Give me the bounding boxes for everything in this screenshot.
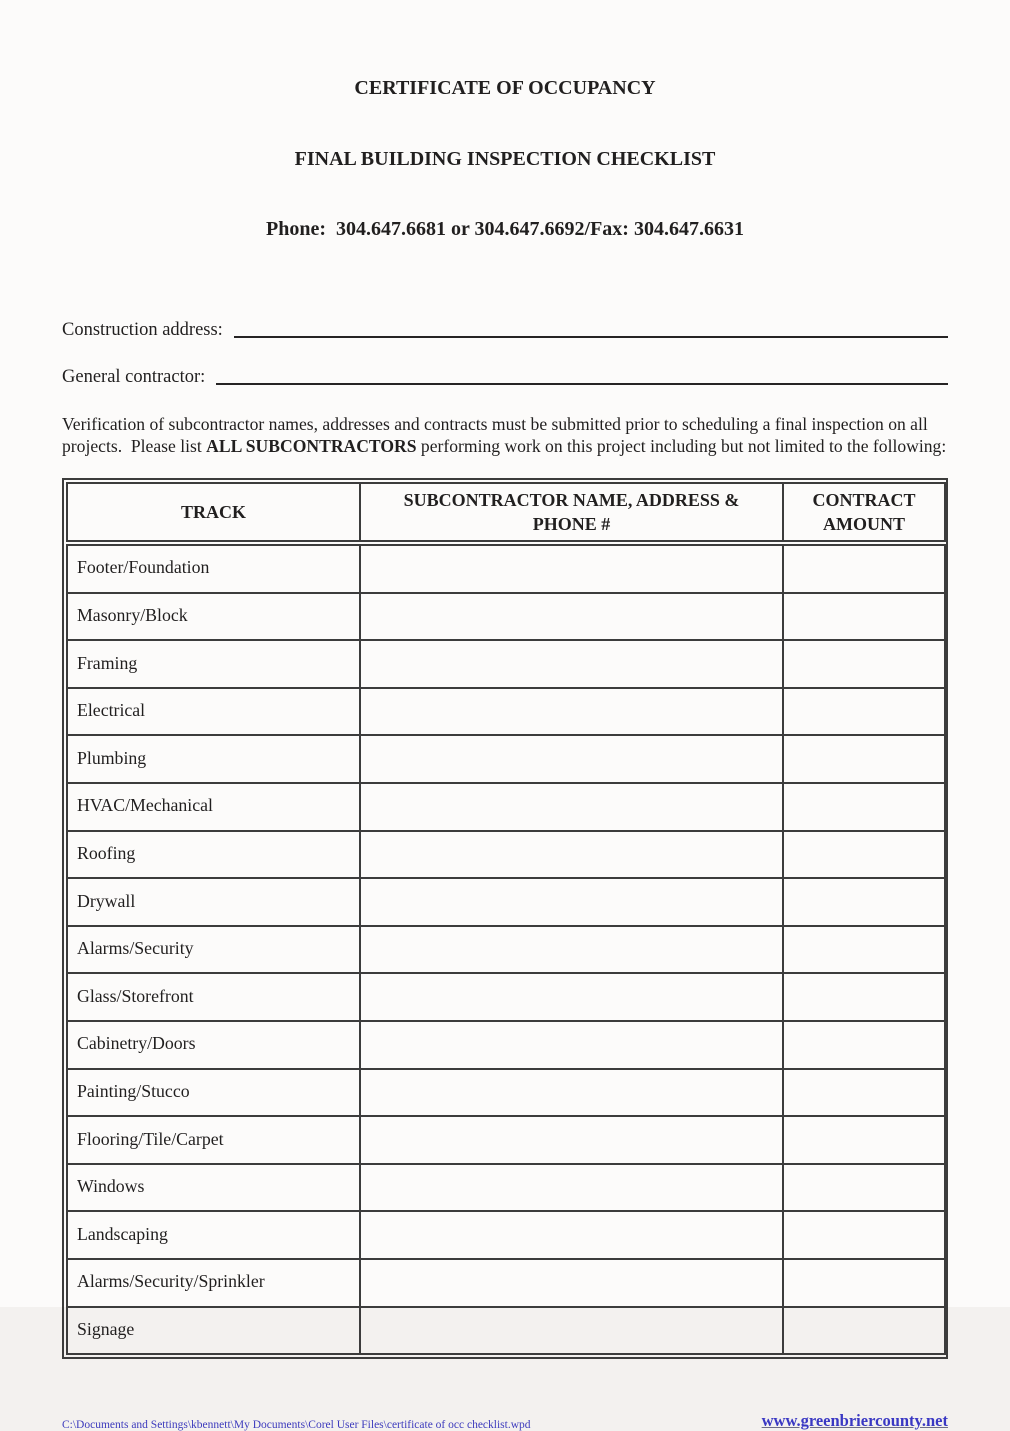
table-row: [67, 688, 945, 736]
track-cell: Footer/Foundation: [67, 543, 360, 593]
table-row: [67, 1211, 945, 1259]
column-header-subcontractor: SUBCONTRACTOR NAME, ADDRESS & PHONE #: [360, 483, 783, 543]
subcontractor-cell-blank: [360, 1259, 783, 1307]
track-cell: Masonry/Block: [67, 593, 360, 641]
subcontractor-cell-blank: [360, 593, 783, 641]
amount-cell-blank: [783, 593, 945, 641]
subcontractor-cell-blank: [360, 1211, 783, 1259]
subcontractor-cell-blank: [360, 688, 783, 736]
intro-paragraph: [62, 413, 948, 458]
subcontractor-table-border: [62, 478, 948, 1359]
amount-cell-blank: [783, 926, 945, 974]
document-title-block: [62, 30, 948, 289]
subcontractor-cell-blank: [360, 1069, 783, 1117]
table-row: [67, 1021, 945, 1069]
amount-cell-blank: [783, 735, 945, 783]
general-contractor-row: [62, 367, 948, 388]
general-contractor-label: General contractor:: [62, 366, 206, 387]
table-row: [67, 1307, 945, 1355]
amount-cell-blank: [783, 831, 945, 879]
track-cell: Framing: [67, 640, 360, 688]
amount-cell-blank: [783, 1021, 945, 1069]
amount-cell-blank: [783, 1307, 945, 1355]
column-header-contract-amount: CONTRACT AMOUNT: [783, 483, 945, 543]
construction-address-blank-line: [234, 322, 948, 338]
subcontractor-cell-blank: [360, 735, 783, 783]
amount-cell-blank: [783, 783, 945, 831]
subcontractor-cell-blank: [360, 640, 783, 688]
table-row: [67, 926, 945, 974]
amount-cell-blank: [783, 973, 945, 1021]
track-cell: Flooring/Tile/Carpet: [67, 1116, 360, 1164]
subcontractor-cell-blank: [360, 926, 783, 974]
website-link[interactable]: www.greenbriercounty.net: [761, 1411, 948, 1431]
table-header-row: [67, 483, 945, 543]
subcontractor-cell-blank: [360, 878, 783, 926]
amount-cell-blank: [783, 1259, 945, 1307]
table-row: [67, 973, 945, 1021]
track-cell: Plumbing: [67, 735, 360, 783]
table-row: [67, 831, 945, 879]
table-row: [67, 1069, 945, 1117]
track-cell: Painting/Stucco: [67, 1069, 360, 1117]
amount-cell-blank: [783, 1211, 945, 1259]
track-cell: Landscaping: [67, 1211, 360, 1259]
track-cell: Cabinetry/Doors: [67, 1021, 360, 1069]
page-footer: [62, 1411, 948, 1431]
table-row: [67, 1116, 945, 1164]
subcontractor-cell-blank: [360, 1307, 783, 1355]
construction-address-label: Construction address:: [62, 319, 223, 340]
table-row: [67, 543, 945, 593]
title-line-phone: Phone: 304.647.6681 or 304.647.6692/Fax: 304.647.6631: [266, 218, 744, 240]
amount-cell-blank: [783, 688, 945, 736]
track-cell: Windows: [67, 1164, 360, 1212]
construction-address-row: [62, 320, 948, 341]
track-cell: Alarms/Security/Sprinkler: [67, 1259, 360, 1307]
amount-cell-blank: [783, 543, 945, 593]
track-cell: Signage: [67, 1307, 360, 1355]
subcontractor-cell-blank: [360, 973, 783, 1021]
intro-text-after: performing work on this project including but not limited to the following:: [416, 435, 947, 456]
table-row: [67, 640, 945, 688]
intro-text-bold: ALL SUBCONTRACTORS: [206, 435, 417, 456]
subcontractor-cell-blank: [360, 783, 783, 831]
title-line-certificate: CERTIFICATE OF OCCUPANCY: [354, 77, 656, 99]
subcontractor-cell-blank: [360, 1021, 783, 1069]
subcontractor-cell-blank: [360, 543, 783, 593]
column-header-track: TRACK: [67, 483, 360, 543]
amount-cell-blank: [783, 878, 945, 926]
subcontractor-cell-blank: [360, 1164, 783, 1212]
subcontractor-table: [66, 482, 946, 1355]
subcontractor-cell-blank: [360, 1116, 783, 1164]
subcontractor-cell-blank: [360, 831, 783, 879]
track-cell: Roofing: [67, 831, 360, 879]
table-row: [67, 1164, 945, 1212]
table-row: [67, 593, 945, 641]
table-row: [67, 878, 945, 926]
amount-cell-blank: [783, 1116, 945, 1164]
amount-cell-blank: [783, 1164, 945, 1212]
intro-text-before: Verification of subcontractor names, addresses and contracts must be submitted prior to scheduling a final inspection on all projects. Please list: [62, 413, 933, 456]
amount-cell-blank: [783, 1069, 945, 1117]
track-cell: Alarms/Security: [67, 926, 360, 974]
document-file-path: C:\Documents and Settings\kbennett\My Documents\Corel User Files\certificate of occ checklist.wpd: [62, 1419, 531, 1431]
table-row: [67, 783, 945, 831]
table-row: [67, 1259, 945, 1307]
amount-cell-blank: [783, 640, 945, 688]
track-cell: Glass/Storefront: [67, 973, 360, 1021]
track-cell: Electrical: [67, 688, 360, 736]
track-cell: HVAC/Mechanical: [67, 783, 360, 831]
general-contractor-blank-line: [216, 369, 948, 385]
track-cell: Drywall: [67, 878, 360, 926]
title-line-checklist: FINAL BUILDING INSPECTION CHECKLIST: [294, 147, 716, 170]
table-row: [67, 735, 945, 783]
